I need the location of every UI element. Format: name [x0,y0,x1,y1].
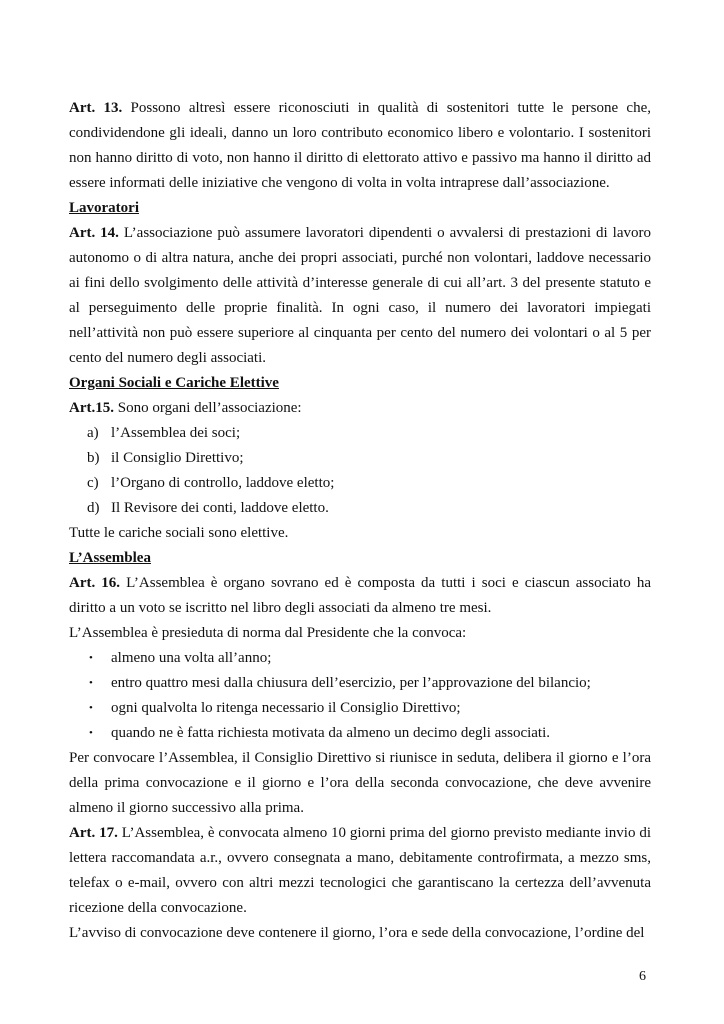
page-number: 6 [639,969,646,984]
list-item [69,671,651,696]
list-item-text: entro quattro mesi dalla chiusura dell’esercizio, per l’approvazione del bilancio; [111,675,591,691]
heading-assemblea: L’Assemblea [69,550,151,566]
article-17-text: L’Assemblea, è convocata almeno 10 giorni prima del giorno previsto mediante invio di lettera raccomandata a.r., ovvero consegnata a mano, debitamente controfirmata, a mezzo sms, telefax o e-mail, ovvero con altri mezzi tecnologici che garantiscano la certezza dell’avvenuta ricezione della convocazione. [69,825,651,916]
list-item [69,721,651,746]
heading-lavoratori: Lavoratori [69,200,139,216]
list-marker: d) [87,500,100,516]
list-marker: a) [87,425,99,441]
article-17-label: Art. 17. [69,825,118,841]
article-16-text: L’Assemblea è organo sovrano ed è composta da tutti i soci e ciascun associato ha diritto a un voto se iscritto nel libro degli associati da almeno tre mesi. [69,575,651,616]
article-15-closing: Tutte le cariche sociali sono elettive. [69,525,289,541]
bullet-icon: • [89,727,93,739]
bullet-icon: • [89,652,93,664]
article-14-label: Art. 14. [69,225,119,241]
organs-list [69,421,651,521]
article-17-continuation: L’avviso di convocazione deve contenere il giorno, l’ora e sede della convocazione, l’ordine del [69,925,645,941]
convocation-list [69,646,651,746]
article-14 [69,221,651,371]
article-16-closing: Per convocare l’Assemblea, il Consiglio Direttivo si riunisce in seduta, delibera il giorno e l’ora della prima convocazione e il giorno e l’ora della seconda convocazione, che deve avvenire almeno il giorno successivo alla prima. [69,750,651,816]
list-item [69,696,651,721]
list-item [69,496,651,521]
article-16 [69,571,651,621]
page-content [69,96,651,946]
article-13-text: Possono altresì essere riconosciuti in qualità di sostenitori tutte le persone che, condividendone gli ideali, danno un loro contributo economico libero e volontario. I sostenitori non hanno diritto di voto, non hanno il diritto di elettorato attivo e passivo ma hanno il diritto ad essere informati delle iniziative che vengono di volta in volta intraprese dall’associazione. [69,100,651,191]
list-item-text: il Consiglio Direttivo; [111,450,244,466]
bullet-icon: • [89,677,93,689]
list-item [69,421,651,446]
article-14-text: L’associazione può assumere lavoratori dipendenti o avvalersi di prestazioni di lavoro autonomo o di altra natura, anche dei propri associati, purché non volontari, laddove necessario ai fini dello svolgimento delle attività d’interesse generale di cui all’art. 3 del presente statuto e al perseguimento delle proprie finalità. In ogni caso, il numero dei lavoratori impiegati nell’attività non può essere superiore al cinquanta per cento del numero dei volontari o al 5 per cento del numero degli associati. [69,225,651,366]
article-13 [69,96,651,196]
list-item-text: quando ne è fatta richiesta motivata da almeno un decimo degli associati. [111,725,551,741]
article-16-intro: L’Assemblea è presieduta di norma dal Presidente che la convoca: [69,625,467,641]
article-13-label: Art. 13. [69,100,123,116]
article-15 [69,396,651,421]
list-item [69,646,651,671]
article-15-text: Sono organi dell’associazione: [114,400,302,416]
list-item-text: l’Organo di controllo, laddove eletto; [111,475,335,491]
list-item [69,446,651,471]
list-item-text: l’Assemblea dei soci; [111,425,241,441]
list-item-text: ogni qualvolta lo ritenga necessario il Consiglio Direttivo; [111,700,461,716]
list-item [69,471,651,496]
article-17 [69,821,651,921]
list-marker: b) [87,450,100,466]
list-item-text: Il Revisore dei conti, laddove eletto. [111,500,329,516]
list-marker: c) [87,475,99,491]
article-15-label: Art.15. [69,400,114,416]
list-item-text: almeno una volta all’anno; [111,650,272,666]
heading-organi-sociali: Organi Sociali e Cariche Elettive [69,375,279,391]
bullet-icon: • [89,702,93,714]
article-16-label: Art. 16. [69,575,121,591]
